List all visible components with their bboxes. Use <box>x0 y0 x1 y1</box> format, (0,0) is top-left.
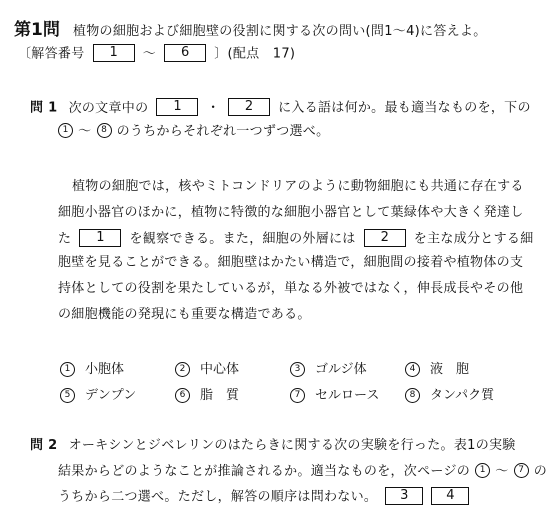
choice-number: 2 <box>175 362 190 377</box>
answer-box-start: 1 <box>93 44 135 62</box>
passage-box-1: 1 <box>79 229 121 247</box>
choice-number: 4 <box>405 362 420 377</box>
answer-box-2: 2 <box>228 98 270 116</box>
q2-text-2: 結果からどのようなことが推論されるか。適当なものを，次ページの <box>58 464 471 479</box>
q1-stem-b: に入る語は何か。最も適当なものを，下の <box>278 100 531 116</box>
q2-line-2: 結果からどのようなことが推論されるか。適当なものを，次ページの 1 ～ 7 の <box>58 464 547 479</box>
q1-stem-c: のうちからそれぞれ一つずつ選べ。 <box>116 124 330 139</box>
answer-box-1: 1 <box>156 98 198 116</box>
choice-8 <box>405 384 494 403</box>
passage-line-6: の細胞機能の発現にも重要な構造である。 <box>58 307 311 322</box>
choice-4 <box>405 358 469 377</box>
answer-box-3: 3 <box>385 487 423 505</box>
question-header <box>14 22 487 39</box>
passage-text: た <box>58 231 72 247</box>
passage-line-3 <box>58 229 534 247</box>
choice-text: デンプン <box>85 388 137 403</box>
choice-text: ゴルジ体 <box>315 362 367 377</box>
choice-5 <box>60 384 136 403</box>
tilde: ～ <box>142 46 157 62</box>
answer-box-end: 6 <box>164 44 206 62</box>
q2-text-3: うちから二つ選べ。ただし，解答の順序は問わない。 <box>58 489 378 505</box>
tilde: ～ <box>495 464 509 479</box>
choice-number: 8 <box>405 388 420 403</box>
choice-number: 5 <box>60 388 75 403</box>
choice-text: セルロース <box>315 388 380 403</box>
question-number: 第1問 <box>14 20 60 40</box>
choice-text: 小胞体 <box>85 362 125 377</box>
choice-text: タンパク質 <box>430 388 495 403</box>
q2-text-1: オーキシンとジベレリンのはたらきに関する次の実験を行った。表1の実験 <box>68 438 516 453</box>
passage-line-2: 細胞小器官のほかに，植物に特徴的な細胞小器官として葉緑体や大きく発達し <box>58 205 524 220</box>
q1-stem-line1 <box>30 98 531 116</box>
passage-line-1: 植物の細胞では，核やミトコンドリアのように動物細胞にも共通に存在する <box>72 179 524 194</box>
passage-line-4: 胞壁を見ることができる。細胞壁はかたい構造で，細胞間の接着や植物体の支 <box>58 255 524 270</box>
q2-label: 問 2 <box>30 438 58 453</box>
choice-6 <box>175 384 239 403</box>
answer-range <box>18 44 295 62</box>
choice-text: 中心体 <box>200 362 240 377</box>
circled-number-1: 1 <box>58 123 73 138</box>
circled-number-7: 7 <box>514 463 529 478</box>
q1-label: 問 1 <box>30 100 58 116</box>
q1-stem-a: 次の文章中の <box>68 100 149 116</box>
separator-dot: ・ <box>206 100 220 116</box>
q2-line-3 <box>58 487 472 505</box>
question-intro: 植物の細胞および細胞壁の役割に関する次の問い(問1～4)に答えよ。 <box>72 24 487 39</box>
circled-number-1: 1 <box>475 463 490 478</box>
choice-number: 7 <box>290 388 305 403</box>
choice-number: 3 <box>290 362 305 377</box>
choice-text: 脂 質 <box>200 388 240 403</box>
answer-box-4: 4 <box>431 487 469 505</box>
choice-1 <box>60 358 124 377</box>
q1-stem-line2: 1 ～ 8 のうちからそれぞれ一つずつ選べ。 <box>58 122 329 138</box>
choice-number: 1 <box>60 362 75 377</box>
q2-line-1 <box>30 436 516 452</box>
passage-box-2: 2 <box>364 229 406 247</box>
passage-line-5: 持体としての役割を果たしているが，単なる外被ではなく，伸長成長やその他 <box>58 281 524 296</box>
answer-label: 〔解答番号 <box>18 46 85 62</box>
passage-text: を主な成分とする細 <box>413 231 534 247</box>
choice-2 <box>175 358 239 377</box>
choice-7 <box>290 384 379 403</box>
circled-number-8: 8 <box>97 123 112 138</box>
points-label: 〕(配点 17) <box>214 46 296 62</box>
passage-text: を観察できる。また，細胞の外層には <box>129 231 356 247</box>
choice-3 <box>290 358 367 377</box>
choice-number: 6 <box>175 388 190 403</box>
choice-text: 液 胞 <box>430 362 470 377</box>
